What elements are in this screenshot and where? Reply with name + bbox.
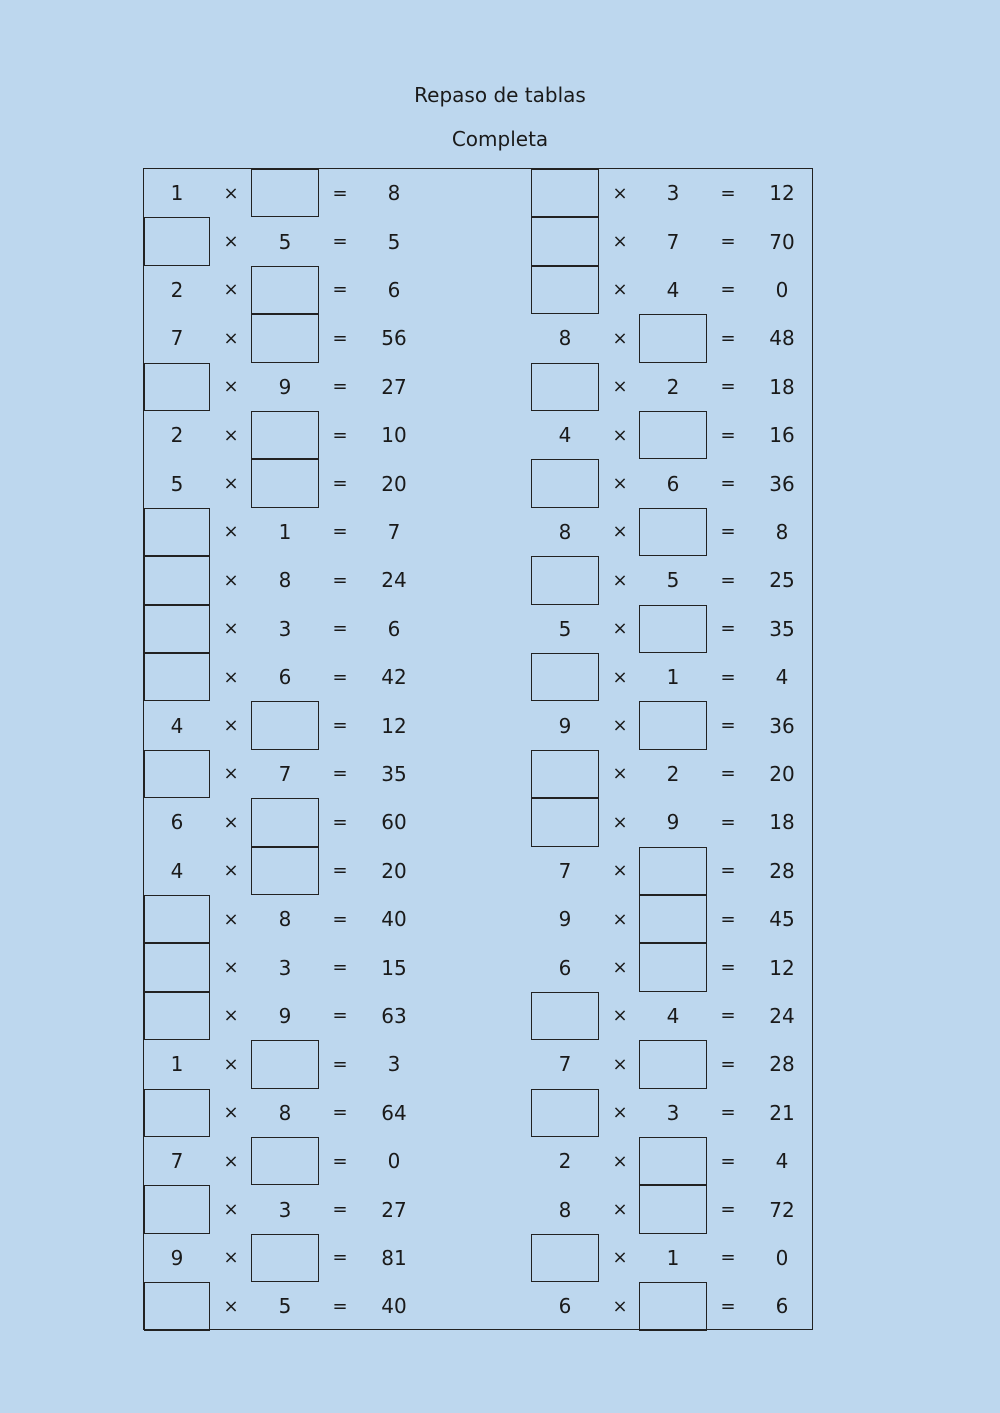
product: 25 (769, 568, 795, 593)
answer-box[interactable] (531, 169, 599, 217)
factor: 9 (666, 810, 680, 835)
times-operator: × (612, 715, 628, 737)
equals-operator: = (720, 327, 736, 349)
factor: 1 (170, 1052, 184, 1077)
times-operator: × (612, 521, 628, 543)
product: 12 (381, 713, 407, 738)
equals-operator: = (332, 860, 348, 882)
product: 56 (381, 326, 407, 351)
factor: 4 (558, 423, 572, 448)
factor: 6 (558, 1294, 572, 1319)
product: 24 (769, 1003, 795, 1028)
product: 36 (769, 471, 795, 496)
answer-box[interactable] (639, 701, 707, 749)
equals-operator: = (720, 231, 736, 253)
product: 7 (387, 519, 401, 544)
equals-operator: = (332, 1247, 348, 1269)
right-equation-row (144, 653, 812, 701)
exercise-table (143, 168, 813, 1330)
answer-box[interactable] (531, 556, 599, 604)
times-operator: × (612, 424, 628, 446)
times-operator: × (612, 811, 628, 833)
equals-operator: = (720, 473, 736, 495)
answer-box[interactable] (531, 750, 599, 798)
right-equation-row (144, 992, 812, 1040)
times-operator: × (223, 763, 239, 785)
equals-operator: = (720, 1247, 736, 1269)
equals-operator: = (332, 182, 348, 204)
times-operator: × (223, 1053, 239, 1075)
times-operator: × (612, 1150, 628, 1172)
equals-operator: = (720, 763, 736, 785)
factor: 8 (558, 1197, 572, 1222)
times-operator: × (612, 376, 628, 398)
right-equation-row (144, 605, 812, 653)
factor: 4 (170, 858, 184, 883)
answer-box[interactable] (531, 459, 599, 507)
factor: 3 (666, 181, 680, 206)
equals-operator: = (720, 182, 736, 204)
equals-operator: = (720, 1150, 736, 1172)
product: 18 (769, 810, 795, 835)
equals-operator: = (332, 376, 348, 398)
equals-operator: = (332, 327, 348, 349)
right-equation-row (144, 1282, 812, 1330)
product: 28 (769, 1052, 795, 1077)
times-operator: × (223, 279, 239, 301)
times-operator: × (612, 618, 628, 640)
factor: 1 (666, 1245, 680, 1270)
answer-box[interactable] (531, 1089, 599, 1137)
answer-box[interactable] (639, 943, 707, 991)
right-equation-row (144, 314, 812, 362)
answer-box[interactable] (531, 653, 599, 701)
factor: 6 (278, 665, 292, 690)
right-equation-row (144, 508, 812, 556)
factor: 2 (170, 423, 184, 448)
equals-operator: = (720, 1102, 736, 1124)
factor: 5 (170, 471, 184, 496)
product: 6 (775, 1294, 789, 1319)
right-equation-row (144, 1234, 812, 1282)
times-operator: × (223, 715, 239, 737)
product: 0 (775, 277, 789, 302)
product: 20 (381, 858, 407, 883)
equals-operator: = (332, 811, 348, 833)
equals-operator: = (720, 424, 736, 446)
product: 8 (387, 181, 401, 206)
equals-operator: = (720, 908, 736, 930)
equals-operator: = (332, 424, 348, 446)
factor: 4 (666, 277, 680, 302)
factor: 5 (558, 616, 572, 641)
product: 70 (769, 229, 795, 254)
times-operator: × (612, 327, 628, 349)
product: 24 (381, 568, 407, 593)
answer-box[interactable] (639, 605, 707, 653)
times-operator: × (612, 1199, 628, 1221)
product: 45 (769, 907, 795, 932)
times-operator: × (223, 182, 239, 204)
product: 36 (769, 713, 795, 738)
answer-box[interactable] (639, 1282, 707, 1330)
times-operator: × (612, 182, 628, 204)
times-operator: × (223, 1102, 239, 1124)
product: 27 (381, 1197, 407, 1222)
equals-operator: = (332, 1150, 348, 1172)
answer-box[interactable] (639, 847, 707, 895)
right-equation-row (144, 169, 812, 217)
product: 10 (381, 423, 407, 448)
times-operator: × (612, 957, 628, 979)
right-equation-row (144, 943, 812, 991)
page-subtitle: Completa (451, 127, 549, 151)
equals-operator: = (332, 1199, 348, 1221)
product: 40 (381, 907, 407, 932)
product: 21 (769, 1100, 795, 1125)
product: 72 (769, 1197, 795, 1222)
answer-box[interactable] (531, 798, 599, 846)
product: 12 (769, 955, 795, 980)
product: 63 (381, 1003, 407, 1028)
times-operator: × (612, 1247, 628, 1269)
factor: 7 (170, 1149, 184, 1174)
times-operator: × (223, 327, 239, 349)
right-equation-row (144, 847, 812, 895)
times-operator: × (612, 1053, 628, 1075)
factor: 2 (558, 1149, 572, 1174)
equals-operator: = (720, 618, 736, 640)
factor: 5 (278, 229, 292, 254)
right-equation-row (144, 1089, 812, 1137)
factor: 8 (558, 519, 572, 544)
answer-box[interactable] (531, 992, 599, 1040)
product: 81 (381, 1245, 407, 1270)
product: 6 (387, 616, 401, 641)
times-operator: × (612, 1102, 628, 1124)
times-operator: × (612, 279, 628, 301)
product: 48 (769, 326, 795, 351)
product: 5 (387, 229, 401, 254)
equals-operator: = (332, 231, 348, 253)
product: 28 (769, 858, 795, 883)
equals-operator: = (720, 957, 736, 979)
answer-box[interactable] (531, 266, 599, 314)
times-operator: × (223, 908, 239, 930)
equals-operator: = (720, 1295, 736, 1317)
right-equation-row (144, 217, 812, 265)
factor: 1 (170, 181, 184, 206)
page-title: Repaso de tablas (414, 83, 586, 107)
times-operator: × (223, 860, 239, 882)
factor: 6 (558, 955, 572, 980)
equals-operator: = (332, 279, 348, 301)
times-operator: × (223, 473, 239, 495)
equals-operator: = (332, 1102, 348, 1124)
product: 0 (387, 1149, 401, 1174)
product: 6 (387, 277, 401, 302)
equals-operator: = (720, 811, 736, 833)
product: 42 (381, 665, 407, 690)
times-operator: × (223, 1247, 239, 1269)
times-operator: × (223, 376, 239, 398)
equals-operator: = (720, 279, 736, 301)
factor: 2 (170, 277, 184, 302)
equals-operator: = (720, 569, 736, 591)
answer-box[interactable] (639, 1185, 707, 1233)
times-operator: × (612, 860, 628, 882)
product: 3 (387, 1052, 401, 1077)
product: 16 (769, 423, 795, 448)
times-operator: × (223, 569, 239, 591)
equals-operator: = (332, 763, 348, 785)
times-operator: × (223, 666, 239, 688)
equals-operator: = (720, 860, 736, 882)
product: 12 (769, 181, 795, 206)
factor: 7 (558, 1052, 572, 1077)
answer-box[interactable] (639, 508, 707, 556)
factor: 7 (666, 229, 680, 254)
times-operator: × (612, 473, 628, 495)
product: 0 (775, 1245, 789, 1270)
factor: 9 (170, 1245, 184, 1270)
equals-operator: = (332, 908, 348, 930)
right-equation-row (144, 798, 812, 846)
answer-box[interactable] (531, 1234, 599, 1282)
answer-box[interactable] (639, 895, 707, 943)
times-operator: × (223, 1199, 239, 1221)
product: 18 (769, 374, 795, 399)
equals-operator: = (720, 1199, 736, 1221)
times-operator: × (612, 1005, 628, 1027)
equals-operator: = (332, 569, 348, 591)
factor: 8 (278, 568, 292, 593)
factor: 7 (558, 858, 572, 883)
factor: 9 (558, 713, 572, 738)
factor: 8 (278, 1100, 292, 1125)
factor: 7 (278, 761, 292, 786)
times-operator: × (223, 231, 239, 253)
factor: 8 (558, 326, 572, 351)
right-equation-row (144, 266, 812, 314)
factor: 1 (278, 519, 292, 544)
factor: 4 (666, 1003, 680, 1028)
right-equation-row (144, 1185, 812, 1233)
right-equation-row (144, 411, 812, 459)
factor: 6 (170, 810, 184, 835)
right-equation-row (144, 1137, 812, 1185)
factor: 5 (666, 568, 680, 593)
equals-operator: = (332, 1005, 348, 1027)
factor: 9 (278, 1003, 292, 1028)
product: 4 (775, 1149, 789, 1174)
product: 8 (775, 519, 789, 544)
equals-operator: = (332, 1053, 348, 1075)
times-operator: × (612, 569, 628, 591)
factor: 3 (278, 955, 292, 980)
times-operator: × (223, 618, 239, 640)
times-operator: × (612, 908, 628, 930)
right-equation-row (144, 895, 812, 943)
equals-operator: = (720, 666, 736, 688)
factor: 2 (666, 761, 680, 786)
factor: 7 (170, 326, 184, 351)
product: 20 (769, 761, 795, 786)
equals-operator: = (720, 715, 736, 737)
factor: 1 (666, 665, 680, 690)
equals-operator: = (332, 1295, 348, 1317)
right-equation-row (144, 701, 812, 749)
product: 60 (381, 810, 407, 835)
times-operator: × (223, 1295, 239, 1317)
times-operator: × (223, 1005, 239, 1027)
equals-operator: = (720, 521, 736, 543)
equals-operator: = (720, 376, 736, 398)
answer-box[interactable] (531, 363, 599, 411)
product: 4 (775, 665, 789, 690)
equals-operator: = (332, 666, 348, 688)
product: 40 (381, 1294, 407, 1319)
equals-operator: = (332, 957, 348, 979)
right-equation-row (144, 556, 812, 604)
times-operator: × (223, 1150, 239, 1172)
times-operator: × (223, 424, 239, 446)
times-operator: × (612, 1295, 628, 1317)
right-equation-row (144, 459, 812, 507)
factor: 6 (666, 471, 680, 496)
answer-box[interactable] (531, 217, 599, 265)
factor: 4 (170, 713, 184, 738)
times-operator: × (612, 231, 628, 253)
equals-operator: = (720, 1053, 736, 1075)
answer-box[interactable] (639, 314, 707, 362)
answer-box[interactable] (639, 1040, 707, 1088)
factor: 5 (278, 1294, 292, 1319)
right-equation-row (144, 363, 812, 411)
product: 35 (381, 761, 407, 786)
product: 35 (769, 616, 795, 641)
times-operator: × (223, 957, 239, 979)
answer-box[interactable] (639, 411, 707, 459)
equals-operator: = (332, 473, 348, 495)
factor: 3 (666, 1100, 680, 1125)
product: 64 (381, 1100, 407, 1125)
factor: 3 (278, 616, 292, 641)
answer-box[interactable] (639, 1137, 707, 1185)
times-operator: × (612, 666, 628, 688)
product: 15 (381, 955, 407, 980)
right-equation-row (144, 1040, 812, 1088)
product: 20 (381, 471, 407, 496)
factor: 2 (666, 374, 680, 399)
factor: 9 (278, 374, 292, 399)
right-equation-row (144, 750, 812, 798)
times-operator: × (223, 811, 239, 833)
times-operator: × (223, 521, 239, 543)
factor: 8 (278, 907, 292, 932)
factor: 9 (558, 907, 572, 932)
equals-operator: = (332, 618, 348, 640)
equals-operator: = (720, 1005, 736, 1027)
equals-operator: = (332, 521, 348, 543)
times-operator: × (612, 763, 628, 785)
product: 27 (381, 374, 407, 399)
equals-operator: = (332, 715, 348, 737)
factor: 3 (278, 1197, 292, 1222)
